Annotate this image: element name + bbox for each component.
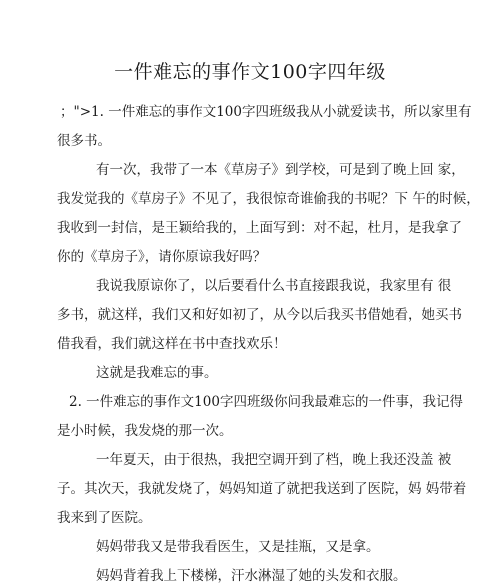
text-line: 子。其次天，我就发烧了，妈妈知道了就把我送到了医院，妈 妈带着 [57, 481, 467, 497]
text-line: 我说我原谅你了，以后要看什么书直接跟我说，我家里有 很 [96, 278, 452, 294]
text-line: 借我看，我们就这样在书中查找欢乐！ [57, 336, 287, 352]
text-line: 多书，就这样，我们又和好如初了，从今以后我买书借她看，她买书 [57, 307, 462, 323]
text-line: 很多书。 [57, 133, 111, 149]
text-line: 这就是我难忘的事。 [96, 365, 218, 381]
text-line: 我发觉我的《草房子》不见了，我很惊奇谁偷我的书呢？下 午的时候， [57, 191, 480, 207]
text-line: 一年夏天，由于很热，我把空调开到了档，晚上我还没盖 被 [96, 452, 452, 468]
text-line: 妈妈带我又是带我看医生，又是挂瓶，又是拿。 [96, 539, 380, 555]
text-line: 妈妈背着我上下楼梯，汗水淋湿了她的头发和衣服。 [96, 568, 407, 584]
text-line: 2. 一件难忘的事作文100字四班级你问我最难忘的一件事，我记得 [69, 394, 463, 410]
text-line: 你的《草房子》，请你原谅我好吗？ [57, 249, 267, 265]
text-line: 我来到了医院。 [57, 510, 152, 526]
text-line: ；">1. 一件难忘的事作文100字四班级我从小就爱读书，所以家里有 [60, 104, 472, 120]
text-line: 是小时候，我发烧的那一次。 [57, 423, 233, 439]
page-title: 一件难忘的事作文100字四年级 [114, 61, 386, 83]
text-line: 我收到一封信，是王颖给我的，上面写到：对不起，杜月，是我拿了 [57, 220, 462, 236]
text-line: 有一次，我带了一本《草房子》到学校，可是到了晚上回 家， [96, 162, 465, 178]
